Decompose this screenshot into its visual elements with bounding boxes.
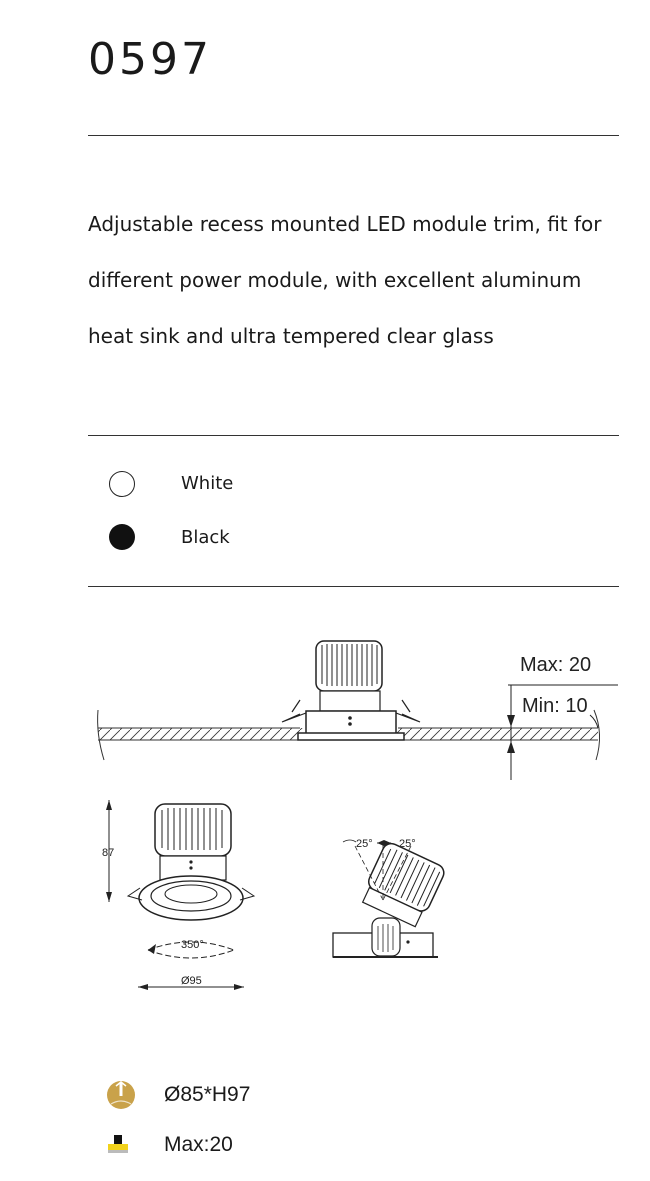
white-swatch-icon bbox=[109, 471, 135, 497]
diameter-label: Ø95 bbox=[181, 975, 202, 987]
ceiling-thickness-icon bbox=[106, 1133, 130, 1157]
cutout-icon bbox=[106, 1080, 136, 1110]
divider-top bbox=[88, 135, 619, 136]
luminaire-front-view bbox=[106, 800, 254, 990]
luminaire-side-view bbox=[282, 641, 420, 740]
color-label-white: White bbox=[181, 473, 234, 494]
product-description: Adjustable recess mounted LED module trim, fit for different power module, with excellent aluminum heat sink and ultra tempered clear glass bbox=[88, 212, 602, 348]
spec-thickness-text: Max:20 bbox=[164, 1133, 233, 1156]
max-label: Max: 20 bbox=[520, 654, 592, 676]
luminaire-tilt-view bbox=[333, 840, 447, 957]
divider-bottom bbox=[88, 586, 619, 587]
divider-middle bbox=[88, 435, 619, 436]
rotation-label: 350° bbox=[181, 939, 204, 951]
min-label: Min: 10 bbox=[522, 695, 588, 717]
black-swatch-icon bbox=[109, 524, 135, 550]
tilt-right-label: 25° bbox=[399, 838, 416, 850]
product-code: 0597 bbox=[88, 34, 212, 85]
spec-dimension-text: Ø85*H97 bbox=[164, 1083, 251, 1106]
height-label: 87 bbox=[102, 847, 115, 859]
installation-drawing bbox=[0, 600, 650, 1020]
color-label-black: Black bbox=[181, 527, 230, 548]
tilt-left-label: 25° bbox=[356, 838, 373, 850]
